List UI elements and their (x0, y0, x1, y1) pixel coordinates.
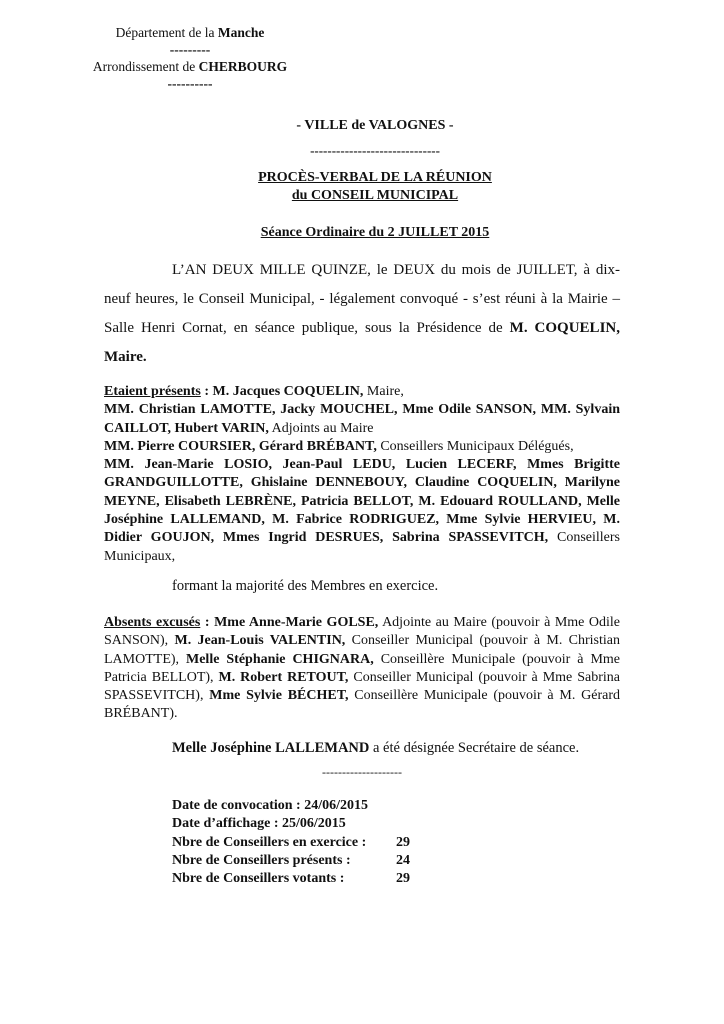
convocation-date: Date de convocation : 24/06/2015 (172, 798, 368, 813)
header-separator-2: ---------- (167, 76, 213, 91)
stat-exercice-value: 29 (396, 834, 410, 850)
stat-votants-value: 29 (396, 871, 410, 887)
secretary-name: Melle Joséphine LALLEMAND (172, 740, 370, 756)
stat-presents: Nbre de Conseillers présents : 24 (172, 852, 472, 870)
presents-adjoints: MM. Christian LAMOTTE, Jacky MOUCHEL, Mme Odile SANSON, MM. Sylvain CAILLOT, Hubert VARIN, Adjoints au Maire (104, 402, 620, 436)
absents-block: Absents excusés : Mme Anne-Marie GOLSE, Adjointe au Maire (pouvoir à Mme Odile SANSON), M. Jean-Louis VALENTIN, Conseiller Municipal (pouvoir à M. Christian LAMOTTE), Melle Stéphanie CHIGNARA, Conseillère Municipale (pouvoir à Mme Patricia BELLOT), M. Robert RETOUT, Conseiller Municipal (pouvoir à Mme Sabrina SPASSEVITCH), Mme Sylvie BÉCHET, Conseillère Municipale (pouvoir à M. Gérard BRÉBANT). (104, 615, 621, 722)
presents-mayor-line: Etaient présents : M. Jacques COQUELIN, Maire, (104, 384, 404, 399)
stat-presents-value: 24 (396, 852, 410, 868)
department-name: Manche (217, 25, 265, 40)
stats-block (172, 797, 472, 888)
pv-title-line-2: du CONSEIL MUNICIPAL (291, 188, 459, 203)
arrondissement-line: Arrondissement de CHERBOURG (92, 59, 288, 74)
stat-exercice: Nbre de Conseillers en exercice : 29 (172, 834, 472, 852)
stat-votants: Nbre de Conseillers votants : 29 (172, 870, 472, 888)
intro-paragraph: L’AN DEUX MILLE QUINZE, le DEUX du mois de JUILLET, à dix-neuf heures, le Conseil Municipal, - légalement convoqué - s’est réuni à la Mairie – Salle Henri Cornat, en séance publique, sous la Présidence de M. COQUELIN, Maire. (104, 262, 620, 365)
secretary-line: Melle Joséphine LALLEMAND a été désignée Secrétaire de séance. (172, 740, 580, 756)
presents-delegues: MM. Pierre COURSIER, Gérard BRÉBANT, Conseillers Municipaux Délégués, (104, 438, 574, 454)
presents-conseillers: MM. Jean-Marie LOSIO, Jean-Paul LEDU, Lucien LECERF, Mmes Brigitte GRANDGUILLOTTE, Ghislaine DENNEBOUY, Claudine COQUELIN, Marilyne MEYNE, Elisabeth LEBRÈNE, Patricia BELLOT, M. Edouard ROULLAND, Melle Joséphine LALLEMAND, M. Fabrice RODRIGUEZ, Mme Sylvie HERVIEU, M. Didier GOUJON, Mmes Ingrid DESRUES, Sabrina SPASSEVITCH, Conseillers Municipaux, (104, 457, 620, 564)
majority-text: formant la majorité des Membres en exercice. (172, 578, 439, 594)
department-line: Département de la Manche (115, 25, 265, 40)
arrondissement-name: CHERBOURG (198, 59, 288, 74)
department-header (60, 23, 320, 91)
session-title: Séance Ordinaire du 2 JUILLET 2015 (260, 225, 490, 240)
presents-block (104, 383, 620, 566)
presents-label: Etaient présents (104, 384, 201, 399)
president-name: M. COQUELIN, Maire. (104, 320, 620, 365)
header-separator-1: --------- (169, 42, 211, 57)
pv-title-line-1: PROCÈS-VERBAL DE LA RÉUNION (258, 170, 492, 185)
affichage-date: Date d’affichage : 25/06/2015 (172, 816, 346, 832)
absents-label: Absents excusés (104, 615, 201, 630)
title-rule: ------------------------------ (310, 143, 440, 158)
mayor-name: M. Jacques COQUELIN, (212, 384, 364, 399)
closing-rule: -------------------- (322, 765, 402, 779)
city-title: - VILLE de VALOGNES - (296, 118, 454, 133)
